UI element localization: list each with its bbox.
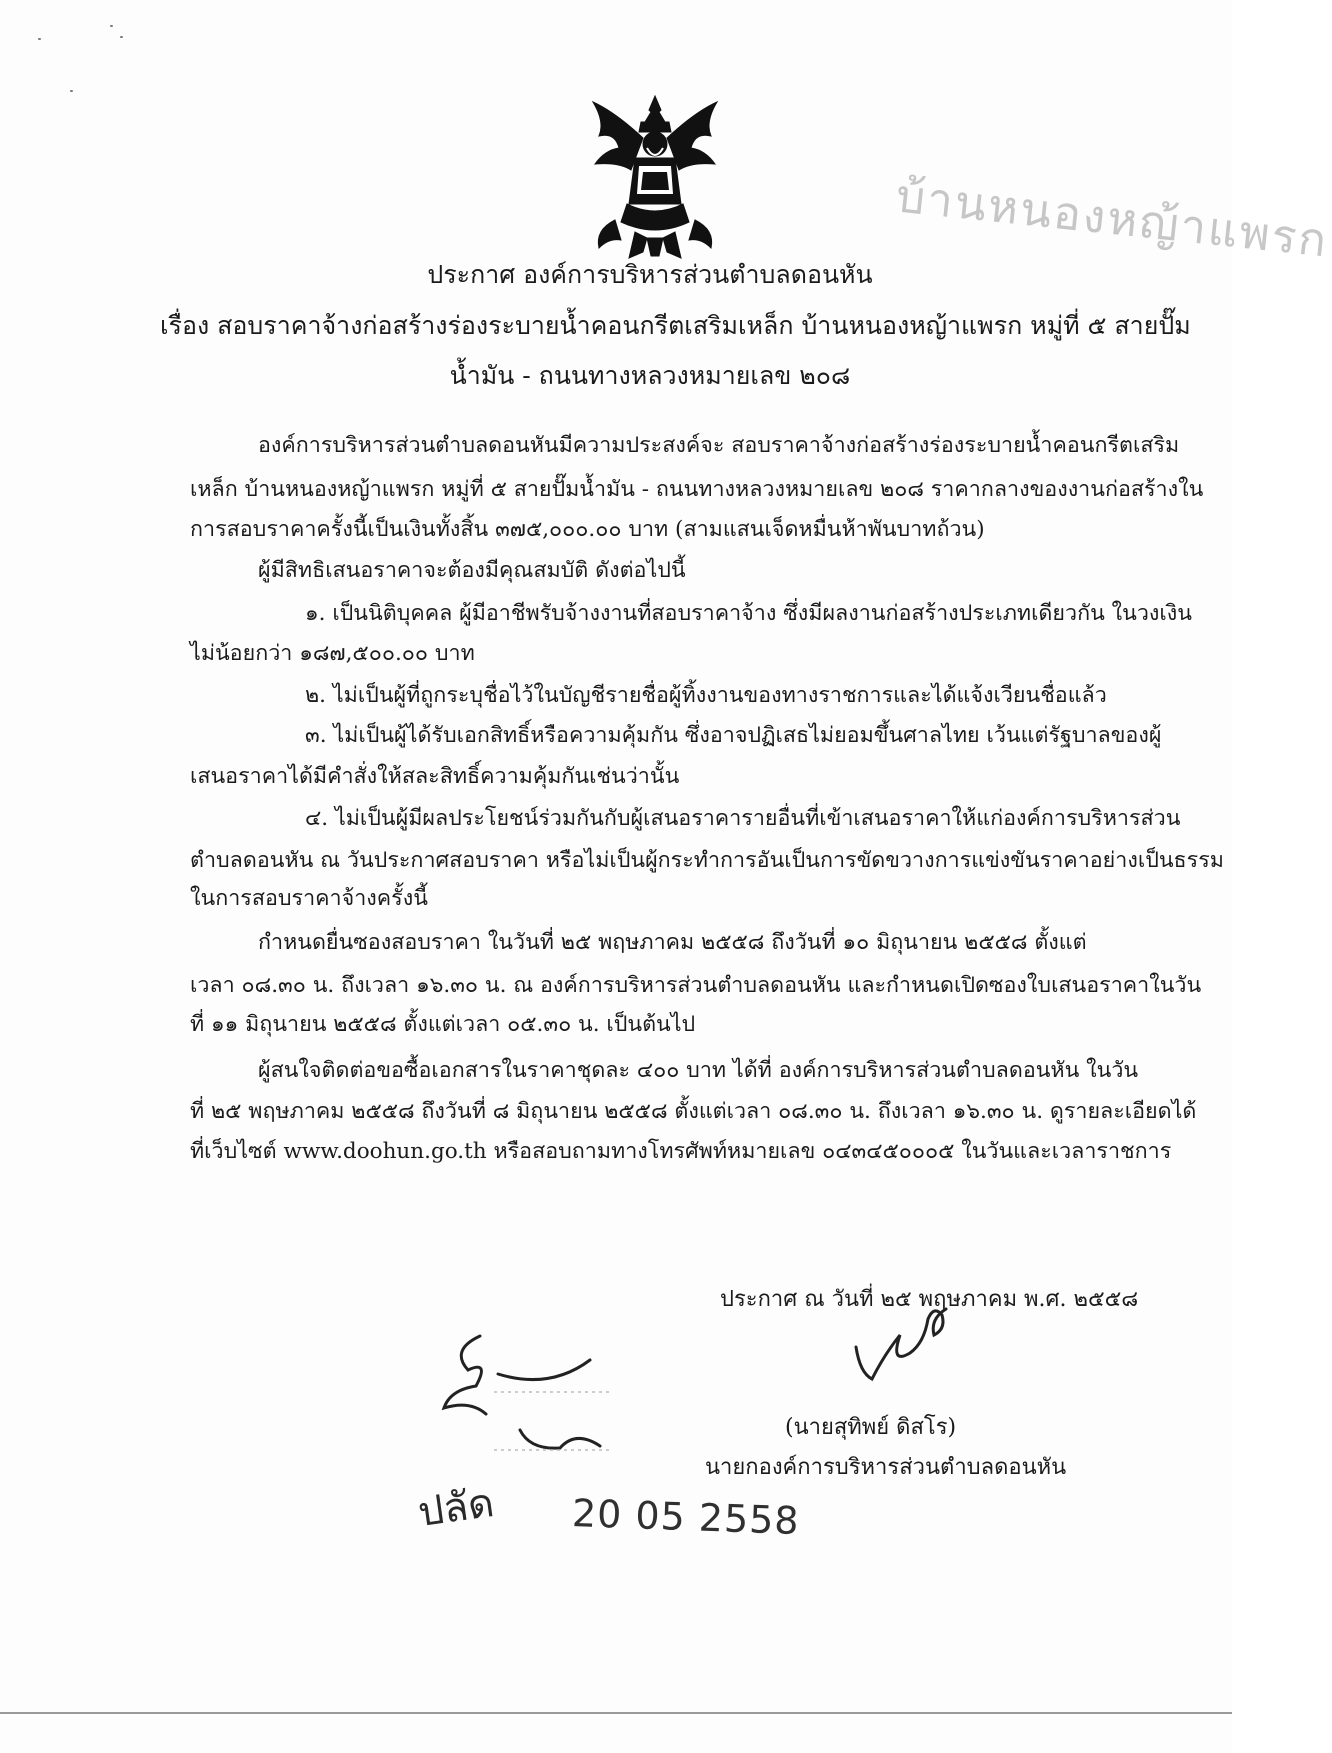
qualification-3: เสนอราคาได้มีคำสั่งให้สละสิทธิ์ความคุ้มกันเช่นว่านั้น	[190, 764, 680, 789]
signatory-name: (นายสุทิพย์ ดิสโร)	[785, 1415, 957, 1440]
initials-scribbles	[410, 1330, 770, 1600]
schedule-line: เวลา ๐๘.๓๐ น. ถึงเวลา ๑๖.๓๐ น. ณ องค์การบริหารส่วนตำบลดอนหัน และกำหนดเปิดซองใบเสนอราคาในวัน	[190, 973, 1202, 998]
schedule-line: ที่ ๑๑ มิถุนายน ๒๕๕๘ ตั้งแต่เวลา ๐๕.๓๐ น. เป็นต้นไป	[190, 1012, 696, 1037]
announcement-title: ประกาศ องค์การบริหารส่วนตำบลดอนหัน	[427, 260, 873, 289]
qualification-4: ๔. ไม่เป็นผู้มีผลประโยชน์ร่วมกันกับผู้เสนอราคารายอื่นที่เข้าเสนอราคาให้แก่องค์การบริหารส่วน	[305, 806, 1181, 831]
scan-speck	[70, 90, 73, 92]
qualification-1: ไม่น้อยกว่า ๑๘๗,๕๐๐.๐๐ บาท	[190, 641, 475, 666]
qualification-1: ๑. เป็นนิติบุคคล ผู้มีอาชีพรับจ้างงานที่สอบราคาจ้าง ซึ่งมีผลงานก่อสร้างประเภทเดียวกัน ในวงเงิน	[305, 601, 1192, 626]
announcement-date: ประกาศ ณ วันที่ ๒๕ พฤษภาคม พ.ศ. ๒๕๕๘	[720, 1287, 1139, 1312]
intro-line: การสอบราคาครั้งนี้เป็นเงินทั้งสิ้น ๓๗๕,๐๐๐.๐๐ บาท (สามแสนเจ็ดหมื่นห้าพันบาทถ้วน)	[190, 517, 985, 542]
signature-mark	[850, 1295, 960, 1385]
signatory-title: นายกองค์การบริหารส่วนตำบลดอนหัน	[705, 1455, 1067, 1480]
subject-line-1: เรื่อง สอบราคาจ้างก่อสร้างร่องระบายน้ำคอนกรีตเสริมเหล็ก บ้านหนองหญ้าแพรก หมู่ที่ ๕ สายปั๊ม	[160, 311, 1191, 340]
qualification-4: ในการสอบราคาจ้างครั้งนี้	[190, 886, 428, 911]
garuda-emblem	[585, 92, 725, 260]
purchase-line: ผู้สนใจติดต่อขอซื้อเอกสารในราคาชุดละ ๔๐๐ บาท ได้ที่ องค์การบริหารส่วนตำบลดอนหัน ในวัน	[258, 1058, 1139, 1083]
handwritten-note-text: บ้านหนองหญ้าแพรก	[893, 168, 1331, 268]
schedule-line: กำหนดยื่นซองสอบราคา ในวันที่ ๒๕ พฤษภาคม ๒๕๕๘ ถึงวันที่ ๑๐ มิถุนายน ๒๕๕๘ ตั้งแต่	[258, 930, 1087, 955]
purchase-line: ที่เว็บไซต์ www.doohun.go.th หรือสอบถามทางโทรศัพท์หมายเลข ๐๔๓๔๕๐๐๐๕ ในวันและเวลาราชการ	[190, 1139, 1172, 1164]
handwritten-date: 20 05 2558	[571, 1491, 801, 1543]
intro-line: เหล็ก บ้านหนองหญ้าแพรก หมู่ที่ ๕ สายปั๊มน้ำมัน - ถนนทางหลวงหมายเลข ๒๐๘ ราคากลางของงานก่อสร้างใน	[190, 477, 1204, 502]
qualifications-heading: ผู้มีสิทธิเสนอราคาจะต้องมีคุณสมบัติ ดังต่อไปนี้	[258, 558, 686, 583]
initial-word: ปลัด	[415, 1479, 497, 1537]
purchase-line: ที่ ๒๕ พฤษภาคม ๒๕๕๘ ถึงวันที่ ๘ มิถุนายน ๒๕๕๘ ตั้งแต่เวลา ๐๘.๓๐ น. ถึงเวลา ๑๖.๓๐ น. ดูรายละเอียดได้	[190, 1099, 1197, 1124]
scan-speck	[38, 38, 41, 40]
qualification-4: ตำบลดอนหัน ณ วันประกาศสอบราคา หรือไม่เป็นผู้กระทำการอันเป็นการขัดขวางการแข่งขันราคาอย่างเป็นธรรม	[190, 848, 1224, 873]
scan-speck	[120, 36, 123, 38]
handwritten-note	[893, 160, 1331, 268]
scan-bottom-edge	[0, 1712, 1232, 1714]
subject-line-2: น้ำมัน - ถนนทางหลวงหมายเลข ๒๐๘	[449, 361, 851, 390]
scan-speck	[110, 25, 113, 27]
qualification-3: ๓. ไม่เป็นผู้ได้รับเอกสิทธิ์หรือความคุ้มกัน ซึ่งอาจปฏิเสธไม่ยอมขึ้นศาลไทย เว้นแต่รัฐบาลของผู้	[305, 723, 1162, 748]
intro-line: องค์การบริหารส่วนตำบลดอนหันมีความประสงค์จะ สอบราคาจ้างก่อสร้างร่องระบายน้ำคอนกรีตเสริม	[258, 433, 1180, 458]
qualification-2: ๒. ไม่เป็นผู้ที่ถูกระบุชื่อไว้ในบัญชีรายชื่อผู้ทิ้งงานของทางราชการและได้แจ้งเวียนชื่อแล้ว	[305, 683, 1107, 708]
